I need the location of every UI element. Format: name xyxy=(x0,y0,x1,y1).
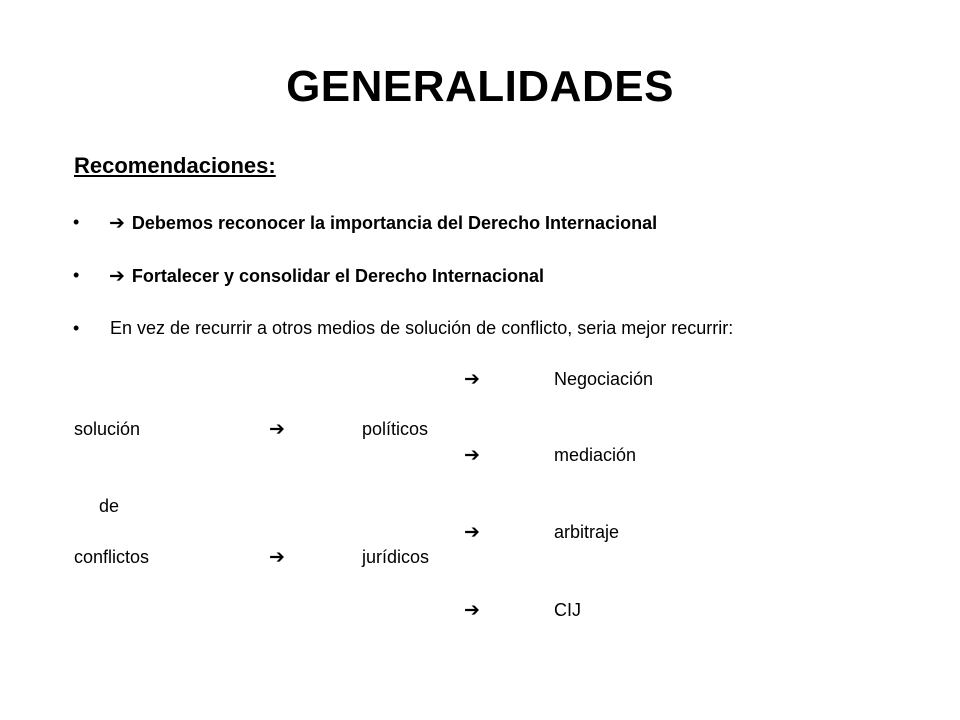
bullet-text: Fortalecer y consolidar el Derecho Internacional xyxy=(131,266,545,286)
section-subtitle: Recomendaciones: xyxy=(74,153,276,178)
method-mediacion: mediación xyxy=(554,445,637,465)
method-arbitraje: arbitraje xyxy=(554,522,620,542)
arrow-right-icon: ➔ xyxy=(464,444,480,466)
bullet-dot: • xyxy=(73,265,80,285)
slide-title: GENERALIDADES xyxy=(286,62,674,111)
arrow-right-icon: ➔ xyxy=(464,599,480,621)
bullet-dot: • xyxy=(73,212,80,232)
arrow-right-icon: ➔ xyxy=(109,212,125,234)
bullet-dot: • xyxy=(73,318,80,338)
label-solucion: solución xyxy=(74,419,141,439)
label-de: de xyxy=(99,496,120,516)
category-juridicos: jurídicos xyxy=(362,547,430,567)
bullet-text: Debemos reconocer la importancia del Derecho Internacional xyxy=(131,213,658,233)
method-cij: CIJ xyxy=(554,600,581,620)
label-conflictos: conflictos xyxy=(74,547,150,567)
arrow-right-icon: ➔ xyxy=(464,521,480,543)
method-negociacion: Negociación xyxy=(554,369,654,389)
arrow-right-icon: ➔ xyxy=(109,265,125,287)
arrow-right-icon: ➔ xyxy=(269,418,285,440)
arrow-right-icon: ➔ xyxy=(464,368,480,390)
arrow-right-icon: ➔ xyxy=(269,546,285,568)
category-politicos: políticos xyxy=(362,419,429,439)
bullet-text: En vez de recurrir a otros medios de solución de conflicto, seria mejor recurrir: xyxy=(110,318,734,338)
